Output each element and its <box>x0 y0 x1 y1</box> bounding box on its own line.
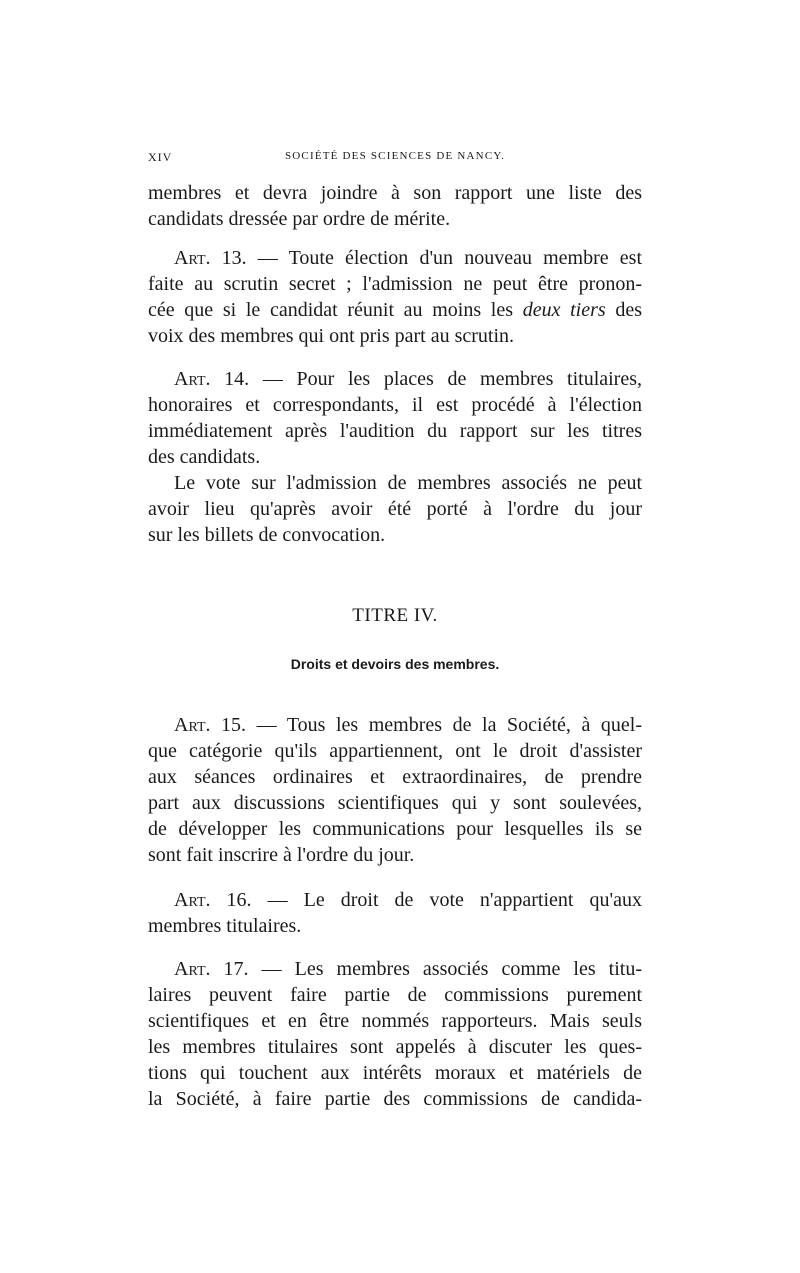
article-label: Art. 17. <box>174 958 249 980</box>
running-title: SOCIÉTÉ DES SCIENCES DE NANCY. <box>284 150 506 162</box>
text-line: voix des membres qui ont pris part au scrutin. <box>148 325 515 347</box>
text-line: des candidats. <box>148 446 261 468</box>
text-line: aux séances ordinaires et extraordinaires, de prendre <box>148 766 642 788</box>
paragraph-continuation <box>148 180 642 232</box>
text-line: laires peuvent faire partie de commissions purement <box>148 984 642 1006</box>
text-line: scientifiques et en être nommés rapporteurs. Mais seuls <box>148 1010 642 1032</box>
text-line: cée que si le candidat réunit au moins les deux tiers des <box>148 299 642 321</box>
text-line: Art. 15. — Tous les membres de la Société, à quel- <box>174 714 643 736</box>
article-15 <box>148 712 642 868</box>
emphasis: deux tiers <box>522 299 606 321</box>
text-line: membres titulaires. <box>148 915 302 937</box>
text-line: honoraires et correspondants, il est procédé à l'élection <box>148 394 642 416</box>
article-17 <box>148 956 642 1112</box>
article-label: Art. 14. <box>174 368 250 390</box>
text-line: Art. 13. — Toute élection d'un nouveau membre est <box>174 247 643 269</box>
page-number: XIV <box>148 150 173 164</box>
text-line: Art. 16. — Le droit de vote n'appartient qu'aux <box>174 889 642 911</box>
text-line: la Société, à faire partie des commissions de candida- <box>148 1088 642 1110</box>
text-line: membres et devra joindre à son rapport une liste des <box>148 182 642 204</box>
article-16 <box>148 887 642 939</box>
text-line: les membres titulaires sont appelés à discuter les ques- <box>148 1036 642 1058</box>
text-line: part aux discussions scientifiques qui y sont soulevées, <box>148 792 642 814</box>
text-line: de développer les communications pour lesquelles ils se <box>148 818 642 840</box>
text-line: sont fait inscrire à l'ordre du jour. <box>148 844 415 866</box>
text-line: candidats dressée par ordre de mérite. <box>148 208 451 230</box>
text-line: faite au scrutin secret ; l'admission ne peut être pronon- <box>148 273 642 295</box>
section-heading: TITRE IV. <box>352 605 438 626</box>
article-label: Art. 13. <box>174 247 247 269</box>
article-14 <box>148 366 642 548</box>
text-line: avoir lieu qu'après avoir été porté à l'ordre du jour <box>148 498 642 520</box>
running-head <box>148 150 642 170</box>
section-subheading: Droits et devoirs des membres. <box>290 656 500 672</box>
article-label: Art. 15. <box>174 714 247 736</box>
text-line: Le vote sur l'admission de membres associés ne peut <box>174 472 642 494</box>
text-line: immédiatement après l'audition du rapport sur les titres <box>148 420 642 442</box>
text-line: sur les billets de convocation. <box>148 524 386 546</box>
article-13 <box>148 245 642 349</box>
text-line: que catégorie qu'ils appartiennent, ont le droit d'assister <box>148 740 642 762</box>
text-line: Art. 17. — Les membres associés comme les titu- <box>174 958 642 980</box>
text-line: Art. 14. — Pour les places de membres titulaires, <box>174 368 642 390</box>
article-label: Art. 16. <box>174 889 252 911</box>
text-line: tions qui touchent aux intérêts moraux et matériels de <box>148 1062 642 1084</box>
